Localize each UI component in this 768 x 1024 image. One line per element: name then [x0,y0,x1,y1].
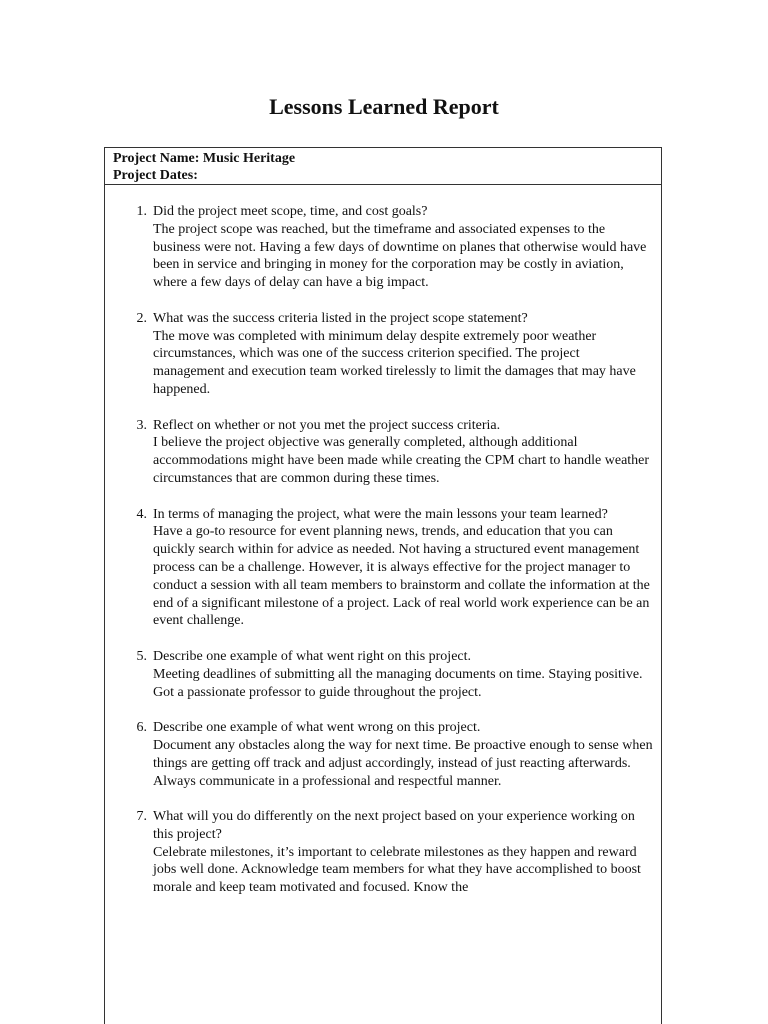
answer-text: I believe the project objective was generally completed, although additional accommodations might have been made while creating the CPM chart to handle weather circumstances that are common during these times. [153,435,650,486]
question-body [153,506,653,631]
question-item [105,506,653,631]
question-number: 1. [136,204,147,219]
project-dates: Project Dates: [113,168,198,183]
question-number: 7. [136,809,147,825]
question-number: 5. [136,648,147,664]
answer-text: The move was completed with minimum delay despite extremely poor weather circumstances, which was one of the success criterion specified. The project management and execution team worked tirelessly to limit the damages that may have happened. [153,328,636,397]
question-item [105,310,653,399]
question-text: What was the success criteria listed in the project scope statement? [153,310,528,326]
question-body [153,417,653,488]
question-text: What will you do differently on the next project based on your experience working on this project? [153,809,635,842]
answer-text: The project scope was reached, but the timeframe and associated expenses to the business were not. Having a few days of downtime on planes that otherwise would have been in service and bringing in money for the corporation may be costly in aviation, where a few days of delay can have a big impact. [153,221,647,291]
question-text: Reflect on whether or not you met the project success criteria. [153,417,501,433]
question-text: Describe one example of what went right on this project. [153,648,472,664]
project-info-header [105,148,661,185]
question-number: 2. [136,310,147,326]
question-item [105,417,653,488]
question-body [153,310,653,399]
report-table [104,147,662,1024]
question-item [105,203,653,292]
question-item [105,648,653,701]
question-text: In terms of managing the project, what were the main lessons your team learned? [153,506,608,522]
question-text: Describe one example of what went wrong on this project. [153,720,481,736]
answer-text: Meeting deadlines of submitting all the managing documents on time. Staying positive. Got a passionate professor to guide throughout the project. [153,666,643,700]
question-body [153,719,653,790]
question-item [105,808,653,897]
question-text: Did the project meet scope, time, and cost goals? [153,204,428,219]
question-item [105,719,653,790]
answer-text: Document any obstacles along the way for next time. Be proactive enough to sense when things are getting off track and adjust accordingly, instead of just reacting afterwards. Always communicate in a professional and respectful manner. [153,737,653,789]
question-number: 4. [136,506,147,522]
question-number: 3. [136,417,147,433]
question-number: 6. [136,720,147,736]
question-body [153,808,653,897]
project-name: Project Name: Music Heritage [113,151,296,166]
document-title: Lessons Learned Report [269,94,499,119]
answer-text: Celebrate milestones, it’s important to celebrate milestones as they happen and reward jobs well done. Acknowledge team members for what they have accomplished to boost morale and keep team motivated and focused. Know the [153,844,641,896]
question-body [153,203,653,292]
questions-list [105,185,661,897]
answer-text: Have a go-to resource for event planning news, trends, and education that you can quickly search within for advice as needed. Not having a structured event management process can be a challenge. However, it is always effective for the project manager to conduct a session with all team members to brainstorm and collate the information at the end of a significant milestone of a project. Lack of real world work experience can be an event challenge. [153,524,650,629]
question-body [153,648,653,701]
